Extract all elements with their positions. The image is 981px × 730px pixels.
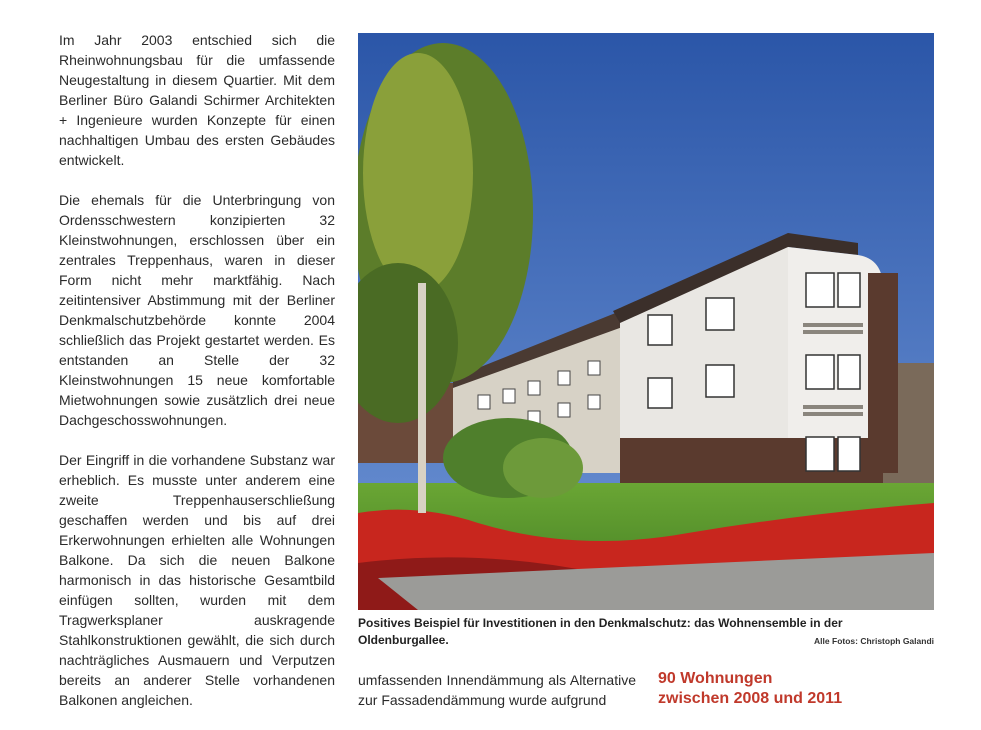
paragraph: Der Eingriff in die vorhandene Substanz war erheblich. Es musste unter anderem eine zweite Treppenhauserschließung geschaffen werden und bis auf drei Erkerwohnungen erhielten alle Wohnungen Balkone. Da sich die neuen Balkone harmonisch in das historische Gesamtbild einfügen sollten, wurden mit dem Tragwerksplaner auskragende Stahlkonstruktionen gewählt, die sich durch nachträgliches Ausmauern und Verputzen bereits an anderer Stelle vorhandenen Balkonen angleichen. [59,452,335,708]
section-heading-line: zwischen 2008 und 2011 [658,690,843,707]
building-photo [358,33,934,610]
paragraph: umfassenden Innendämmung als Alternative zur Fassadendämmung wurde aufgrund [358,672,636,708]
section-heading-line: 90 Wohnungen [658,670,773,687]
paragraph: Die ehemals für die Unterbringung von Ordensschwestern konzipierten 32 Kleinstwohnungen, erschlossen über ein zentrales Treppenhaus, waren in dieser Form nicht mehr marktfähig. Nach zeitintensiver Abstimmung mit der Berliner Denkmalschutzbehörde konnte 2004 schließlich das Projekt gestartet werden. Es entstanden an Stelle der 32 Kleinstwohnungen 15 neue komfortable Mietwohnungen sowie zusätzlich drei neue Dachgeschosswohnungen. [59,192,335,428]
section-heading [658,669,958,709]
paragraph: Im Jahr 2003 entschied sich die Rheinwohnungsbau für die umfassende Neugestaltung in diesem Quartier. Mit dem Berliner Büro Galandi Schirmer Architekten + Ingenieure wurden Konzepte für einen nachhaltigen Umbau des ersten Gebäudes entwickelt. [59,32,335,168]
photo-caption: Positives Beispiel für Investitionen in den Denkmalschutz: das Wohnensemble in der Oldenburgallee. [358,616,843,647]
photo-credit: Alle Fotos: Christoph Galandi [814,636,934,646]
article-continuation-column [358,670,636,710]
article-text-column [59,30,335,730]
